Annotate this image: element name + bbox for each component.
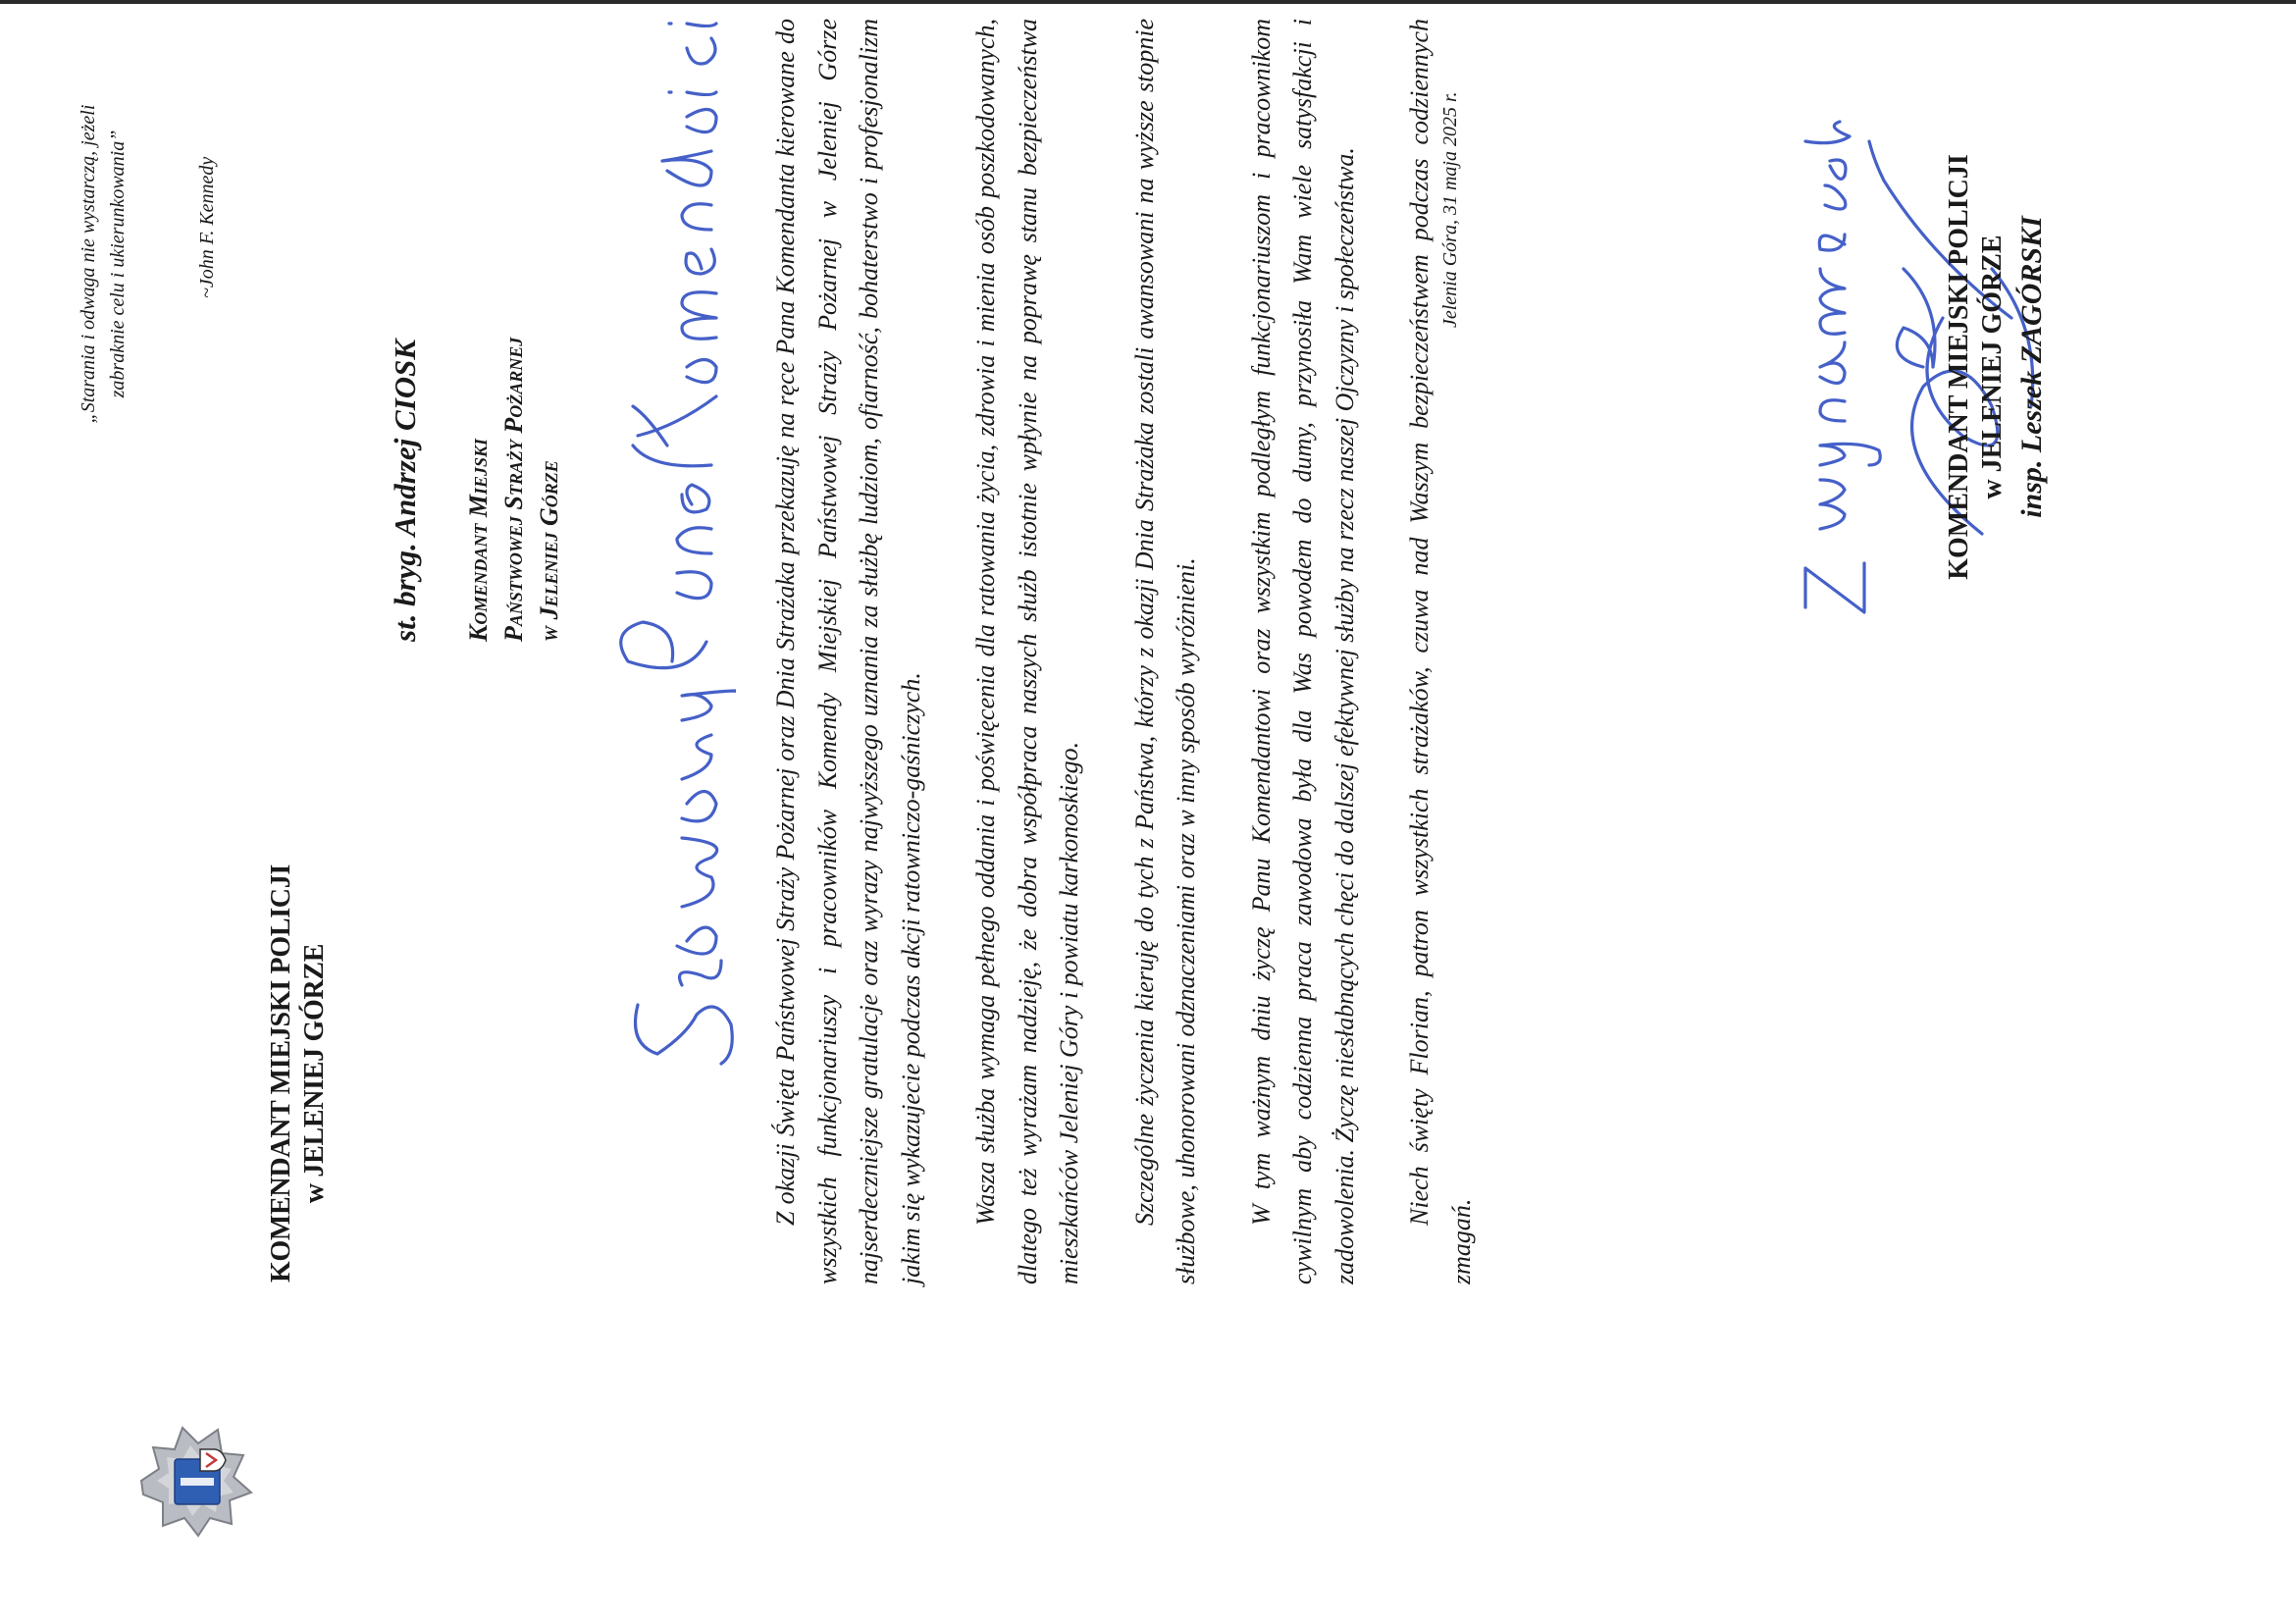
body-paragraph-3: Szczególne życzenia kieruję do tych z Państwa, którzy z okazji Dnia Strażaka zostali awansowani na wyższe stopnie służbowe, uhonorowani odznaczeniami oraz w inny sposób wyróżnieni. — [1129, 19, 1200, 1284]
quote-line-2: zabraknie celu i ukierunkowania” — [107, 130, 129, 398]
addressee-name: st. bryg. Andrzej CIOSK — [388, 339, 422, 642]
handwritten-salutation — [608, 0, 736, 1073]
body-paragraph-1: Z okazji Święta Państwowej Straży Pożarnej oraz Dnia Strażaka przekazuję na ręce Pana Komendanta kierowane do wszystkich funkcjonariuszy i pracowników Komendy Miejskiej Państwowej Straży Pożarnej w Jeleniej Górze najserdeczniejsze gratulacje oraz wyrazy najwyższego uznania za służbę ludziom, ofiarność, bohaterstwo i profesjonalizm jakim się wykazujecie podczas akcji ratowniczo-gaśniczych. — [771, 19, 925, 1284]
addressee-title — [461, 338, 567, 642]
body-paragraph-2: Wasza służba wymaga pełnego oddania i poświęcenia dla ratowania życia, zdrowia i mienia osób poszkodowanych, dlatego też wyrażam nadzieję, że dobra współpraca naszych służb istotnie wpłynie na poprawę stanu bezpieczeństwa mieszkańców Jeleniej Góry i powiatu karkonoskiego. — [971, 19, 1083, 1284]
addressee-title-line-2: Państwowej Straży Pożarnej — [499, 337, 528, 642]
date-line: Jelenia Góra, 31 maja 2025 r. — [1439, 91, 1461, 328]
addressee-title-line-3: w Jeleniej Górze — [535, 460, 563, 642]
body-paragraph-5: Niech święty Florian, patron wszystkich strażaków, czuwa nad Waszym bezpieczeństwem podczas codziennych zmagań. — [1405, 19, 1476, 1284]
signatory-line-2: w JELENIEJ GÓRZE — [1977, 235, 2008, 499]
addressee-title-line-1: Komendant Miejski — [464, 439, 493, 642]
signatory-name: insp. Leszek ZAGÓRSKI — [2015, 216, 2048, 518]
header-title — [265, 759, 332, 1387]
header-line-1: KOMENDANT MIEJSKI POLICJI — [266, 864, 296, 1283]
quote — [74, 33, 132, 495]
letter-body — [765, 19, 1516, 1284]
quote-line-1: „Starania i odwaga nie wystarczą, jeżeli — [78, 104, 99, 424]
police-star-emblem-icon — [137, 1422, 255, 1540]
body-paragraph-4: W tym ważnym dniu życzę Panu Komendantowi oraz wszystkim podległym funkcjonariuszom i pracownikom cywilnym aby codzienna praca zawodowa była dla Was powodem do dumy, przynosiła Wam wiele satysfakcji i zadowolenia. Życzę niesłabnących chęci do dalszej efektywnej służby na rzecz naszej Ojczyzny i społeczeństwa. — [1246, 19, 1359, 1284]
quote-author: ~John F. Kennedy — [196, 156, 218, 298]
header-line-2: w JELENIEJ GÓRZE — [299, 943, 330, 1204]
signatory-line-1: KOMENDANT MIEJSKI POLICJI — [1944, 154, 1974, 580]
signatory-block — [1943, 92, 2049, 642]
